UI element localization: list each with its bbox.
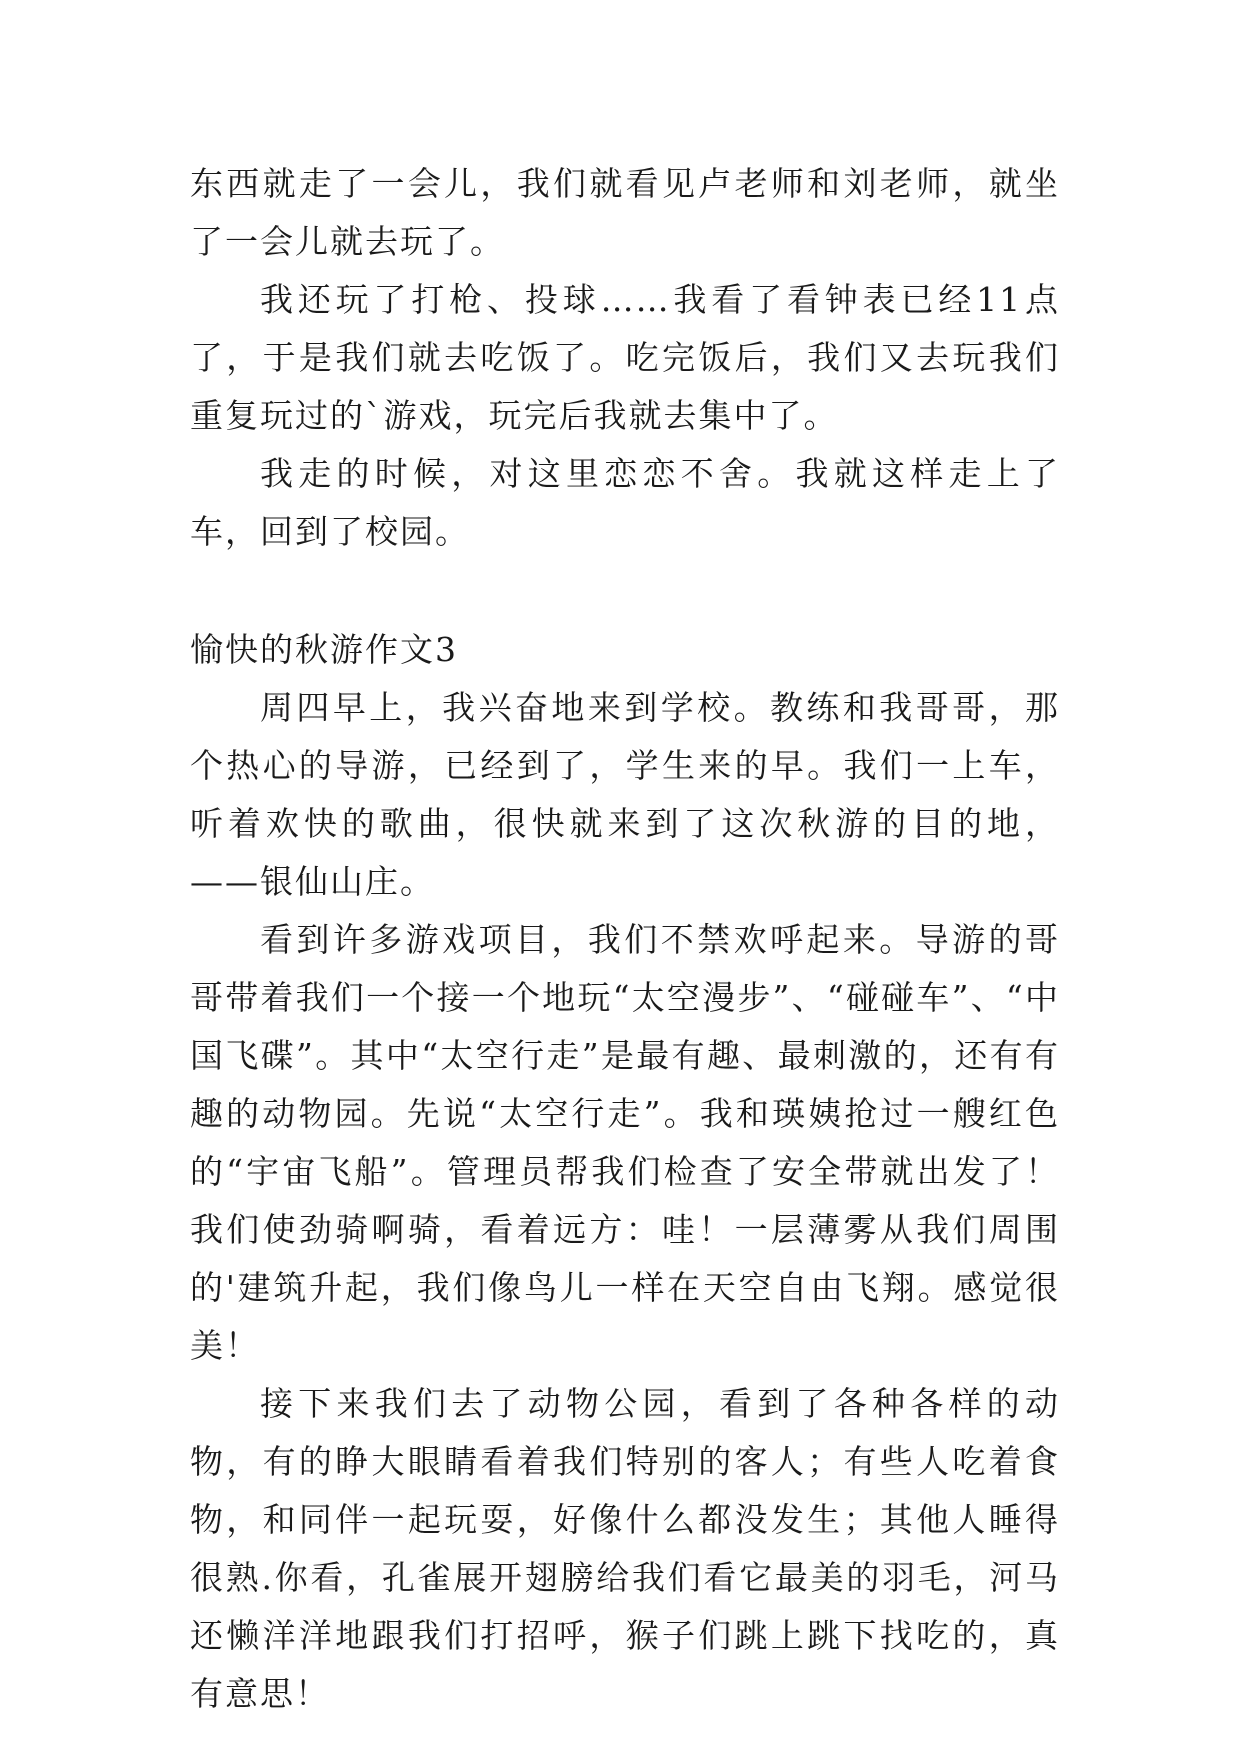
paragraph-games: 我还玩了打枪、投球……我看了看钟表已经11点了，于是我们就去吃饭了。吃完饭后，我们又去玩我们重复玩过的`游戏，玩完后我就去集中了。 [190,280,1060,435]
paragraph-continuation: 东西就走了一会儿，我们就看见卢老师和刘老师，就坐了一会儿就去玩了。 [190,164,1060,261]
document-body [190,155,1060,1723]
section-title: 愉快的秋游作文3 [190,630,458,669]
paragraph-return: 我走的时候，对这里恋恋不舍。我就这样走上了车，回到了校园。 [190,454,1060,551]
paragraph-arrival: 周四早上，我兴奋地来到学校。教练和我哥哥，那个热心的导游，已经到了，学生来的早。我们一上车，听着欢快的歌曲，很快就来到了这次秋游的目的地，——银仙山庄。 [190,688,1060,901]
paragraph-zoo: 接下来我们去了动物公园，看到了各种各样的动物，有的睁大眼睛看着我们特别的客人；有些人吃着食物，和同伴一起玩耍，好像什么都没发生；其他人睡得很熟.你看，孔雀展开翅膀给我们看它最美的羽毛，河马还懒洋洋地跟我们打招呼，猴子们跳上跳下找吃的，真有意思！ [190,1384,1060,1713]
paragraph-space-walk: 看到许多游戏项目，我们不禁欢呼起来。导游的哥哥带着我们一个接一个地玩“太空漫步”、“碰碰车”、“中国飞碟”。其中“太空行走”是最有趣、最刺激的，还有有趣的动物园。先说“太空行走”。我和瑛姨抢过一艘红色的“宇宙飞船”。管理员帮我们检查了安全带就出发了！我们使劲骑啊骑，看着远方：哇！一层薄雾从我们周围的'建筑升起，我们像鸟儿一样在天空自由飞翔。感觉很美！ [190,920,1060,1365]
section-spacer [190,561,1060,621]
